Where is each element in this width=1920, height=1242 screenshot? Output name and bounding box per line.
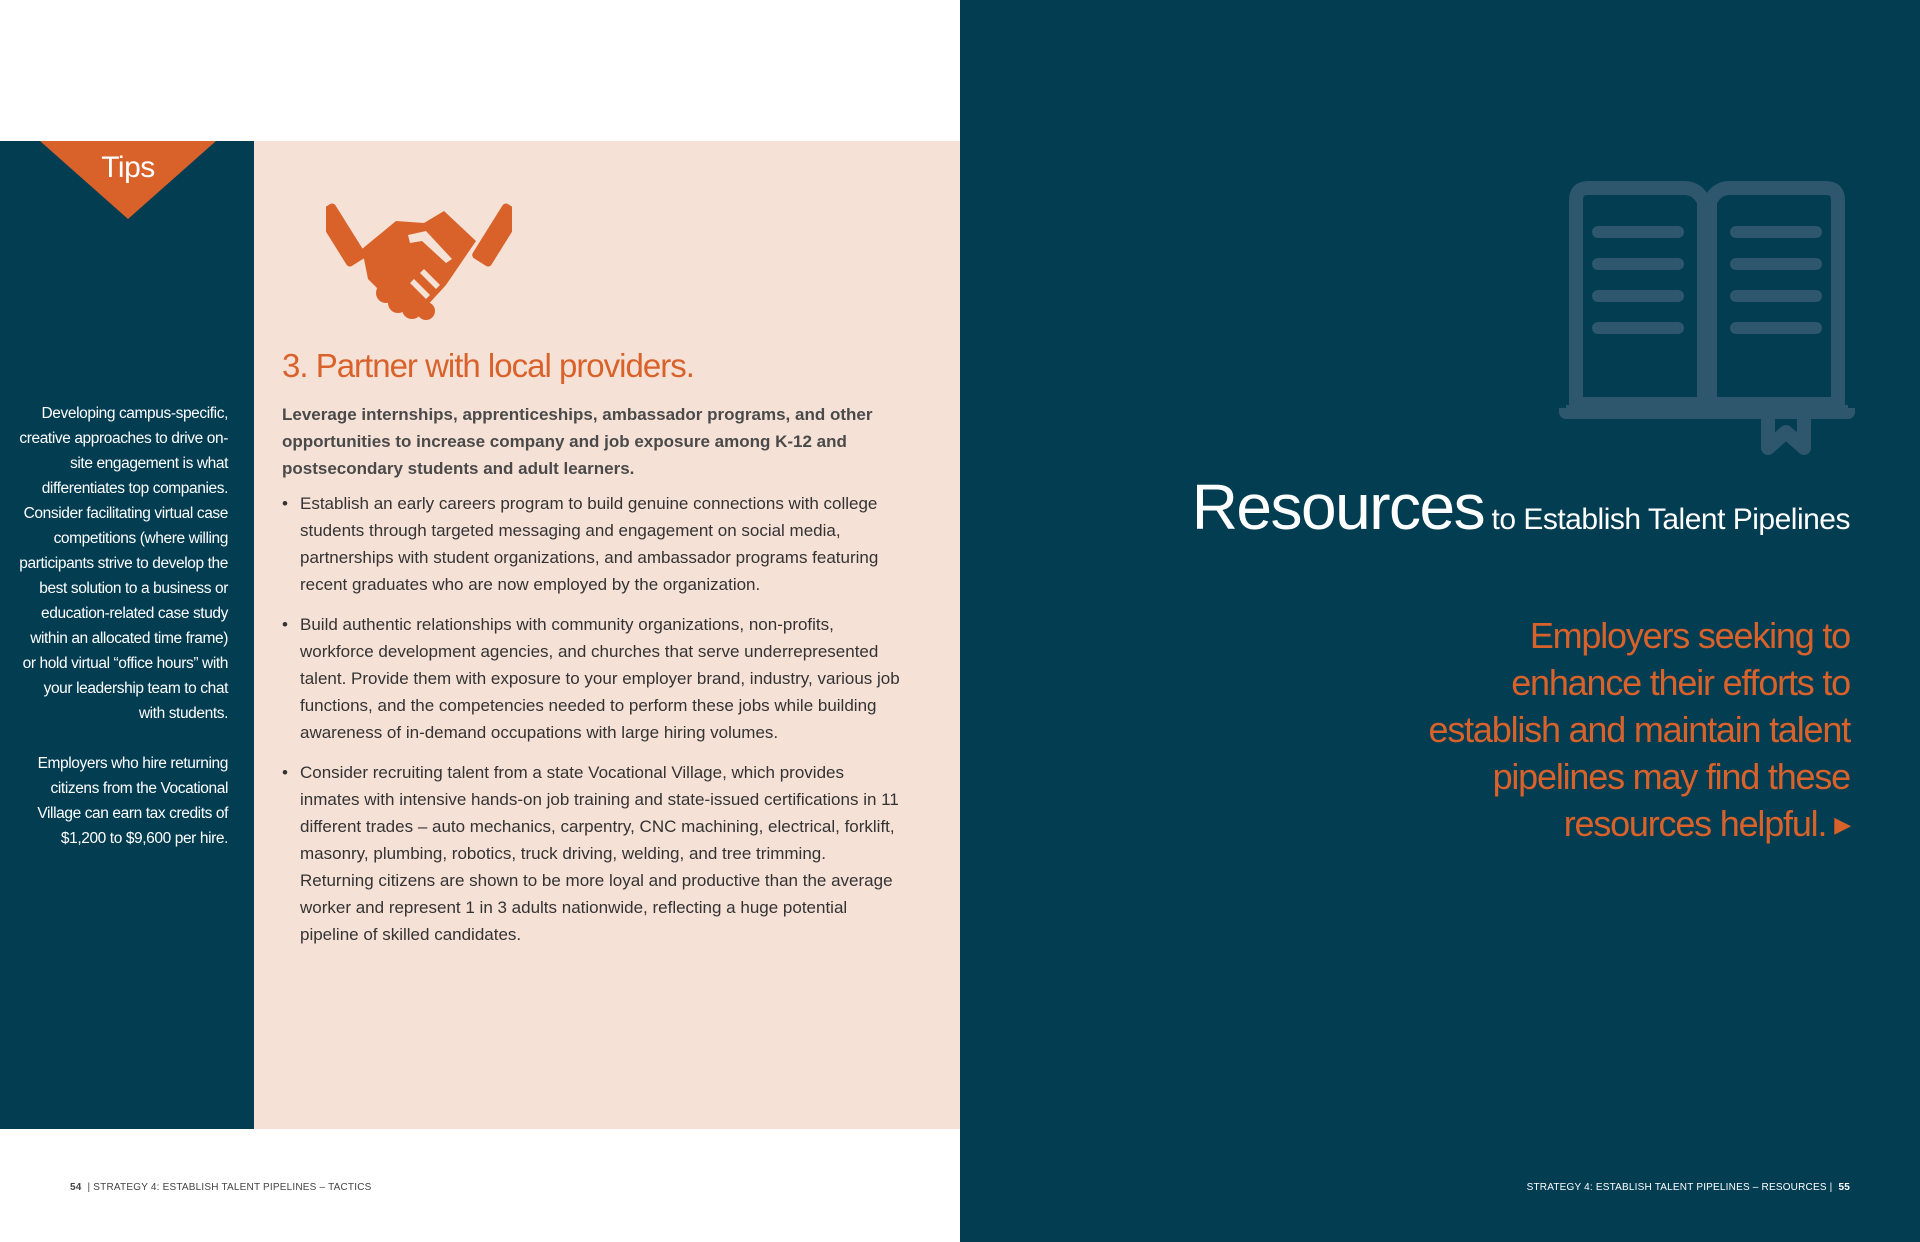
bullet-dot: • (282, 494, 288, 513)
footer-right (1527, 1182, 1850, 1193)
resources-heading (1192, 470, 1850, 544)
list-item-text: Consider recruiting talent from a state Vocational Village, which provides inmates with intensive hands-on job training and state-issued certifications in 11 different trades – auto mechanics, carpentry, CNC machining, electrical, forklift, masonry, plumbing, robotics, truck driving, welding, and tree trimming. Returning citizens are shown to be more loyal and productive than the average worker and represent 1 in 3 adults nationwide, reflecting a huge potential pipeline of skilled candidates. (300, 763, 899, 944)
resources-heading-sub: to Establish Talent Pipelines (1491, 503, 1850, 536)
list-item-text: Establish an early careers program to build genuine connections with college students through targeted messaging and engagement on social media, partnerships with student organizations, and ambassador programs featuring recent graduates who are now employed by the organization. (300, 494, 879, 594)
tips-paragraph: Employers who hire returning citizens from the Vocational Village can earn tax credits of $1,200 to $9,600 per hire. (37, 755, 228, 847)
bullet-dot: • (282, 615, 288, 634)
content-panel (254, 141, 960, 1129)
bullet-list (282, 490, 902, 961)
section-title: 3. Partner with local providers. (282, 347, 694, 384)
right-page (960, 0, 1920, 1242)
bullet-dot: • (282, 763, 288, 782)
list-item (282, 759, 902, 948)
handshake-icon (326, 189, 512, 329)
page-number: 55 (1838, 1182, 1850, 1193)
page-number: 54 (70, 1182, 82, 1193)
tips-text (18, 401, 228, 876)
tips-paragraph: Developing campus-specific, creative approaches to drive on-site engagement is what differentiates top companies. Consider facilitating virtual case competitions (where willing participants strive to develop the best solution to a business or education-related case study within an allocated time frame) or hold virtual “office hours” with your leadership team to chat with students. (19, 405, 228, 722)
tips-label: Tips (101, 151, 155, 184)
footer-left (70, 1182, 372, 1193)
footer-running-head: | STRATEGY 4: ESTABLISH TALENT PIPELINES – TACTICS (87, 1182, 372, 1193)
list-item (282, 611, 902, 746)
resources-intro (1410, 612, 1850, 848)
list-item (282, 490, 902, 598)
resources-heading-main: Resources (1191, 471, 1485, 543)
resources-intro-text: Employers seeking to enhance their efforts to establish and maintain talent pipelines may find these resources helpful. (1428, 615, 1850, 844)
tips-sidebar (0, 141, 254, 1129)
tips-badge (40, 141, 216, 219)
list-item-text: Build authentic relationships with community organizations, non-profits, workforce development agencies, and churches that serve underrepresented talent. Provide them with exposure to your employer brand, industry, various job functions, and the competencies needed to perform these jobs while building awareness of in-demand occupations with large hiring volumes. (300, 615, 900, 742)
footer-running-head: STRATEGY 4: ESTABLISH TALENT PIPELINES – RESOURCES | (1526, 1182, 1833, 1193)
section-lead: Leverage internships, apprenticeships, ambassador programs, and other opportunities to increase company and job exposure among K-12 and postsecondary students and adult learners. (282, 405, 873, 478)
play-arrow-icon: ▶ (1834, 812, 1850, 837)
open-book-icon (1558, 180, 1856, 456)
